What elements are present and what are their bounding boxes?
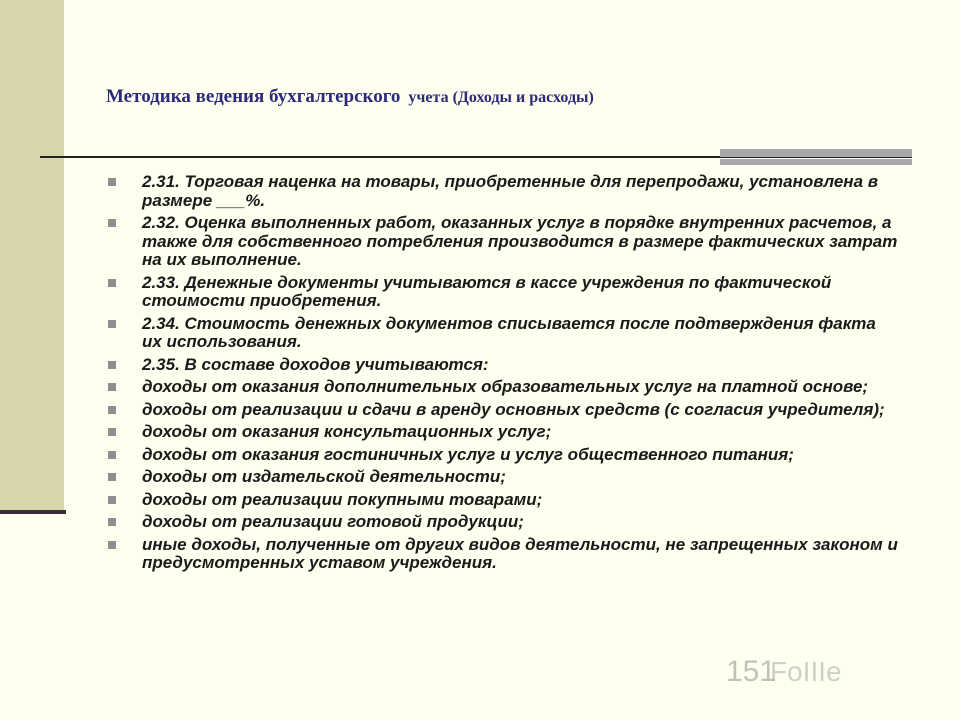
slide-title-main: Методика ведения бухгалтерского — [106, 86, 401, 107]
list-item-text: 2.31. Торговая наценка на товары, приобретенные для перепродажи, установлена в размере ___%. — [142, 172, 879, 210]
square-bullet-icon — [108, 473, 116, 481]
list-item-text: иные доходы, полученные от других видов деятельности, не запрещенных законом и предусмотренных уставом учреждения. — [142, 534, 898, 572]
list-item — [108, 423, 898, 442]
square-bullet-icon — [108, 279, 116, 287]
square-bullet-icon — [108, 219, 116, 227]
slide-title — [106, 80, 594, 109]
list-item-text: 2.34. Стоимость денежных документов списывается после подтверждения факта их использования. — [142, 313, 876, 351]
page-number: 151 — [726, 655, 777, 688]
list-item-text: 2.35. В составе доходов учитываются: — [142, 354, 489, 374]
list-item-text: доходы от издательской деятельности; — [142, 467, 506, 486]
list-item-text: доходы от оказания дополнительных образовательных услуг на платной основе; — [142, 377, 869, 396]
left-decorative-band — [0, 0, 64, 512]
list-item-text: доходы от реализации покупными товарами; — [142, 489, 543, 509]
title-divider-accent-top — [720, 149, 912, 157]
list-item-text: доходы от оказания гостиничных услуг и услуг общественного питания; — [142, 444, 794, 464]
list-item-text: 2.32. Оценка выполненных работ, оказанных услуг в порядке внутренних расчетов, а также для собственного потребления производится в размере фактических затрат на их выполнение. — [142, 213, 898, 269]
list-item — [108, 491, 898, 510]
square-bullet-icon — [108, 406, 116, 414]
square-bullet-icon — [108, 320, 116, 328]
content-list — [108, 173, 898, 577]
title-divider-accent-bottom — [720, 159, 912, 165]
list-item — [108, 401, 898, 420]
square-bullet-icon — [108, 383, 116, 391]
list-item-text: доходы от оказания консультационных услуг; — [142, 422, 552, 441]
list-item — [108, 274, 898, 311]
list-item — [108, 173, 898, 210]
square-bullet-icon — [108, 496, 116, 504]
slide-title-sub: учета (Доходы и расходы) — [408, 89, 594, 106]
list-item-text: доходы от реализации готовой продукции; — [142, 512, 524, 531]
list-item — [108, 513, 898, 532]
list-item-text: доходы от реализации и сдачи в аренду основных средств (с согласия учредителя); — [142, 399, 885, 419]
list-item — [108, 356, 898, 375]
list-item — [108, 378, 898, 397]
square-bullet-icon — [108, 361, 116, 369]
list-item-text: 2.33. Денежные документы учитываются в кассе учреждения по фактической стоимости приобретения. — [142, 272, 832, 310]
square-bullet-icon — [108, 541, 116, 549]
left-band-underline — [0, 510, 66, 514]
square-bullet-icon — [108, 451, 116, 459]
list-item — [108, 214, 898, 270]
square-bullet-icon — [108, 428, 116, 436]
square-bullet-icon — [108, 178, 116, 186]
list-item — [108, 536, 898, 573]
watermark-logo: FoIIIe — [770, 656, 842, 687]
list-item — [108, 315, 898, 352]
list-item — [108, 468, 898, 487]
square-bullet-icon — [108, 518, 116, 526]
list-item — [108, 446, 898, 465]
